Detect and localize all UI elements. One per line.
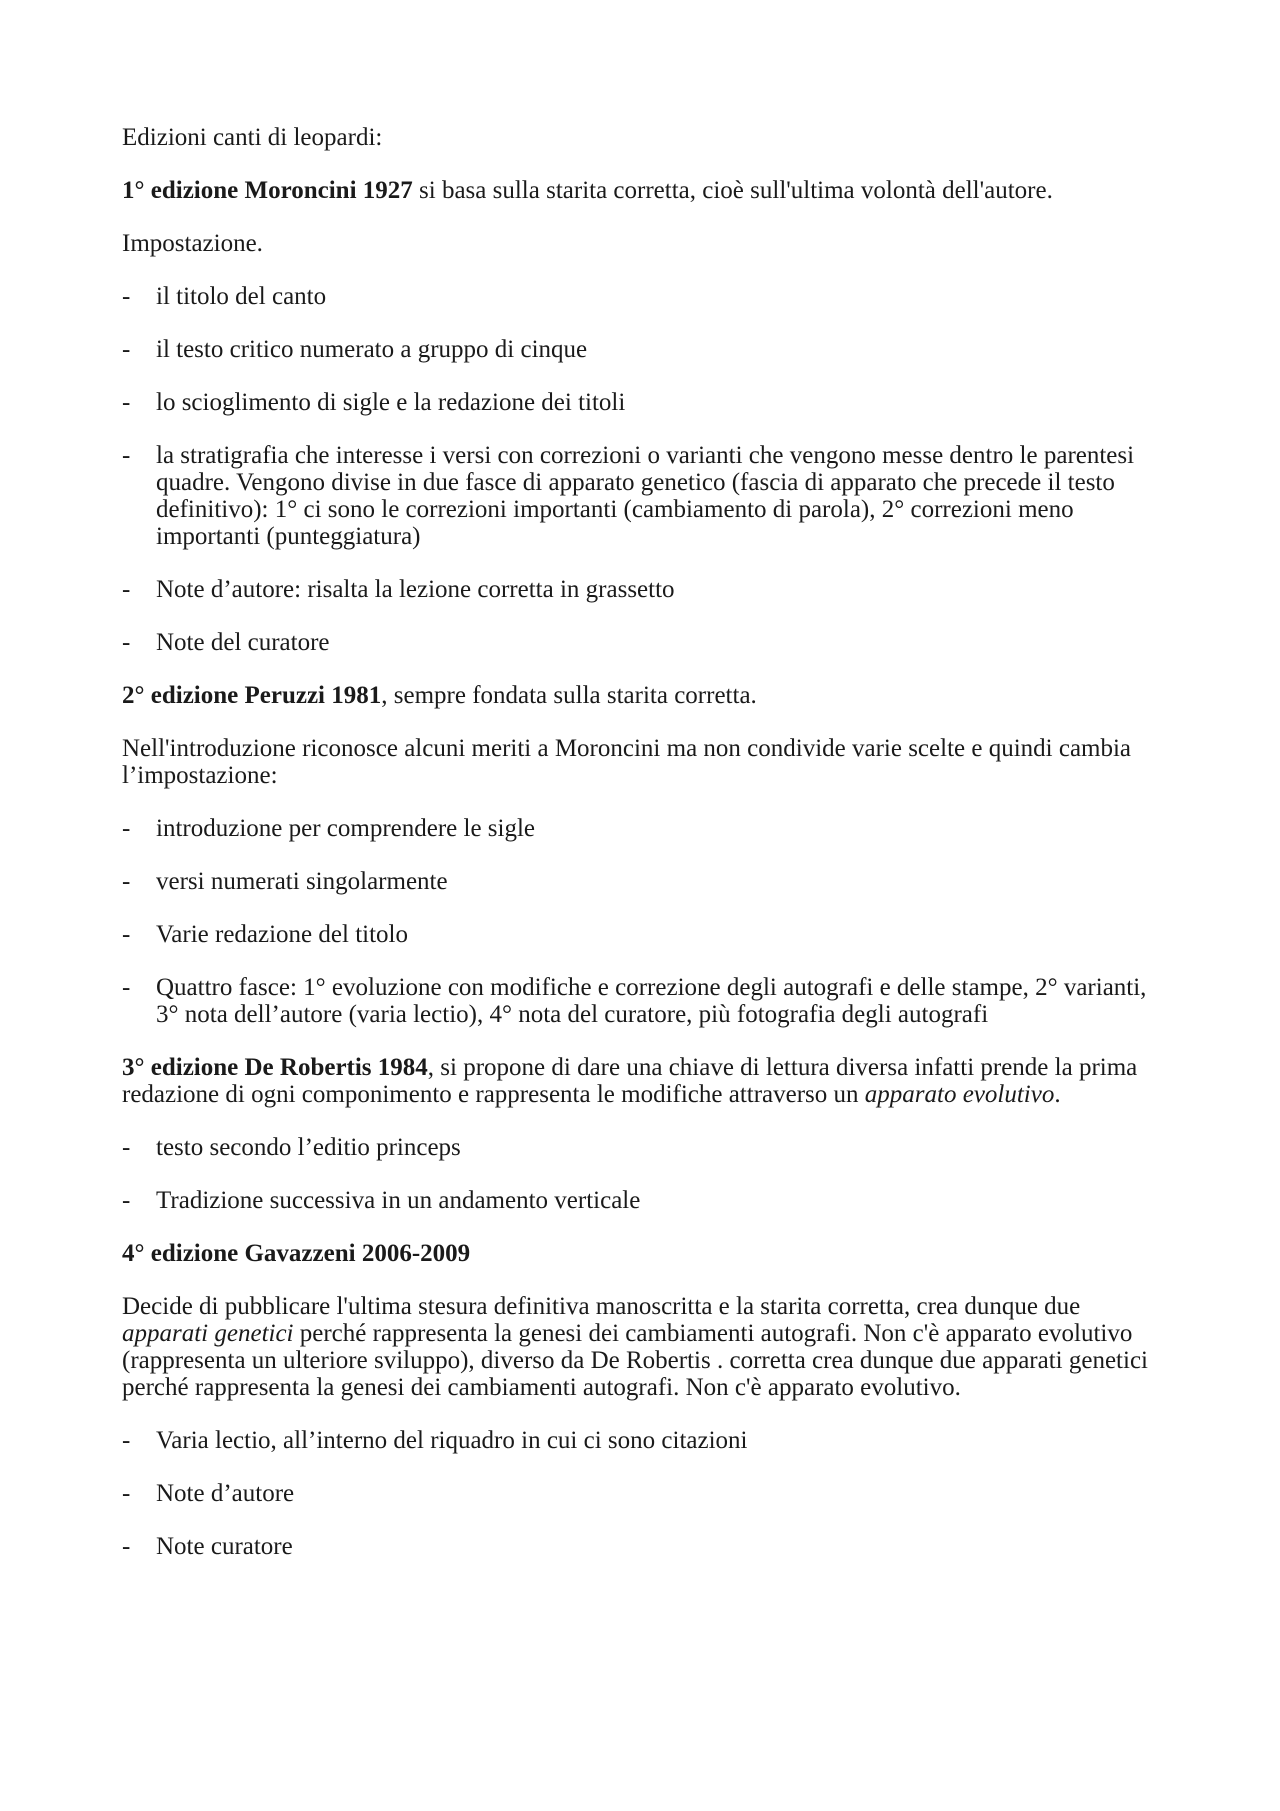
edition-1-title: 1° edizione Moroncini 1927 bbox=[122, 177, 413, 204]
dash-bullet: - bbox=[122, 868, 131, 895]
dash-bullet: - bbox=[122, 576, 131, 603]
edition-4-text-after: perché rappresenta la genesi dei cambiamenti autografi. Non c'è apparato evolutivo (rappresenta un ulteriore sviluppo), diverso da De Robertis . corretta crea dunque due apparati genetici perché rappresenta la genesi dei cambiamenti autografi. Non c'è apparato evolutivo. bbox=[122, 1320, 1148, 1401]
list-item-text: la stratigrafia che interesse i versi con correzioni o varianti che vengono messe dentro le parentesi quadre. Vengono divise in due fasce di apparato genetico (fascia di apparato che precede il testo definitivo): 1° ci sono le correzioni importanti (cambiamento di parola), 2° correzioni meno importanti (punteggiatura) bbox=[156, 442, 1135, 550]
document-heading: Edizioni canti di leopardi: bbox=[122, 124, 383, 151]
dash-bullet: - bbox=[122, 815, 131, 842]
list-item bbox=[122, 815, 1162, 842]
edition-2-title: 2° edizione Peruzzi 1981 bbox=[122, 682, 382, 709]
list-item bbox=[122, 1480, 1162, 1507]
list-item bbox=[122, 1533, 1162, 1560]
edition-3-text: , si propone di dare una chiave di lettura diversa infatti prende la prima redazione di ogni componimento e rappresenta le modifiche attraverso un bbox=[122, 1054, 1138, 1108]
list-item bbox=[122, 629, 1162, 656]
list-item-text: Note d’autore bbox=[156, 1480, 295, 1507]
list-item-text: Varia lectio, all’interno del riquadro in cui ci sono citazioni bbox=[156, 1427, 748, 1454]
list-item bbox=[122, 1427, 1162, 1454]
dash-bullet: - bbox=[122, 1480, 131, 1507]
edition-1-paragraph bbox=[122, 177, 1162, 204]
list-item-text: Quattro fasce: 1° evoluzione con modifiche e correzione degli autografi e delle stampe, 2° varianti, 3° nota dell’autore (varia lectio), 4° nota del curatore, più fotografia degli autografi bbox=[156, 974, 1147, 1028]
edition-3-end: . bbox=[1054, 1081, 1061, 1108]
list-item-text: testo secondo l’editio princeps bbox=[156, 1134, 461, 1161]
list-item-text: lo scioglimento di sigle e la redazione dei titoli bbox=[156, 389, 626, 416]
list-item-text: il titolo del canto bbox=[156, 283, 327, 310]
list-item-text: Varie redazione del titolo bbox=[156, 921, 408, 948]
list-item-text: il testo critico numerato a gruppo di cinque bbox=[156, 336, 588, 363]
dash-bullet: - bbox=[122, 336, 131, 363]
edition-2-intro: Nell'introduzione riconosce alcuni meriti a Moroncini ma non condivide varie scelte e quindi cambia l’impostazione: bbox=[122, 735, 1132, 789]
dash-bullet: - bbox=[122, 1533, 131, 1560]
edition-4-title: 4° edizione Gavazzeni 2006-2009 bbox=[122, 1240, 471, 1267]
edition-3-paragraph bbox=[122, 1054, 1162, 1108]
dash-bullet: - bbox=[122, 442, 131, 469]
edition-1-text: si basa sulla starita corretta, cioè sull'ultima volontà dell'autore. bbox=[412, 177, 1053, 204]
list-item bbox=[122, 868, 1162, 895]
dash-bullet: - bbox=[122, 921, 131, 948]
list-item-text: Note d’autore: risalta la lezione corretta in grassetto bbox=[156, 576, 675, 603]
edition-4-italic: apparati genetici bbox=[122, 1320, 294, 1347]
list-item bbox=[122, 389, 1162, 416]
edition-3-title: 3° edizione De Robertis 1984 bbox=[122, 1054, 428, 1081]
list-item-text: versi numerati singolarmente bbox=[156, 868, 448, 895]
dash-bullet: - bbox=[122, 974, 131, 1001]
list-item bbox=[122, 1134, 1162, 1161]
list-item bbox=[122, 921, 1162, 948]
dash-bullet: - bbox=[122, 1134, 131, 1161]
dash-bullet: - bbox=[122, 283, 131, 310]
edition-4-paragraph bbox=[122, 1293, 1162, 1401]
list-item bbox=[122, 576, 1162, 603]
list-item bbox=[122, 283, 1162, 310]
impostazione-label: Impostazione. bbox=[122, 230, 263, 257]
dash-bullet: - bbox=[122, 1427, 131, 1454]
list-item bbox=[122, 336, 1162, 363]
edition-4-text-before: Decide di pubblicare l'ultima stesura definitiva manoscritta e la starita corretta, crea dunque due bbox=[122, 1293, 1081, 1320]
dash-bullet: - bbox=[122, 1187, 131, 1214]
edition-2-paragraph bbox=[122, 682, 1162, 709]
edition-2-text: , sempre fondata sulla starita corretta. bbox=[381, 682, 757, 709]
list-item bbox=[122, 1187, 1162, 1214]
list-item-text: Tradizione successiva in un andamento verticale bbox=[156, 1187, 641, 1214]
list-item-text: introduzione per comprendere le sigle bbox=[156, 815, 536, 842]
document-body bbox=[122, 124, 1162, 1586]
dash-bullet: - bbox=[122, 629, 131, 656]
dash-bullet: - bbox=[122, 389, 131, 416]
list-item bbox=[122, 442, 1162, 550]
list-item bbox=[122, 974, 1162, 1028]
list-item-text: Note curatore bbox=[156, 1533, 293, 1560]
list-item-text: Note del curatore bbox=[156, 629, 330, 656]
edition-3-italic: apparato evolutivo bbox=[864, 1081, 1055, 1108]
